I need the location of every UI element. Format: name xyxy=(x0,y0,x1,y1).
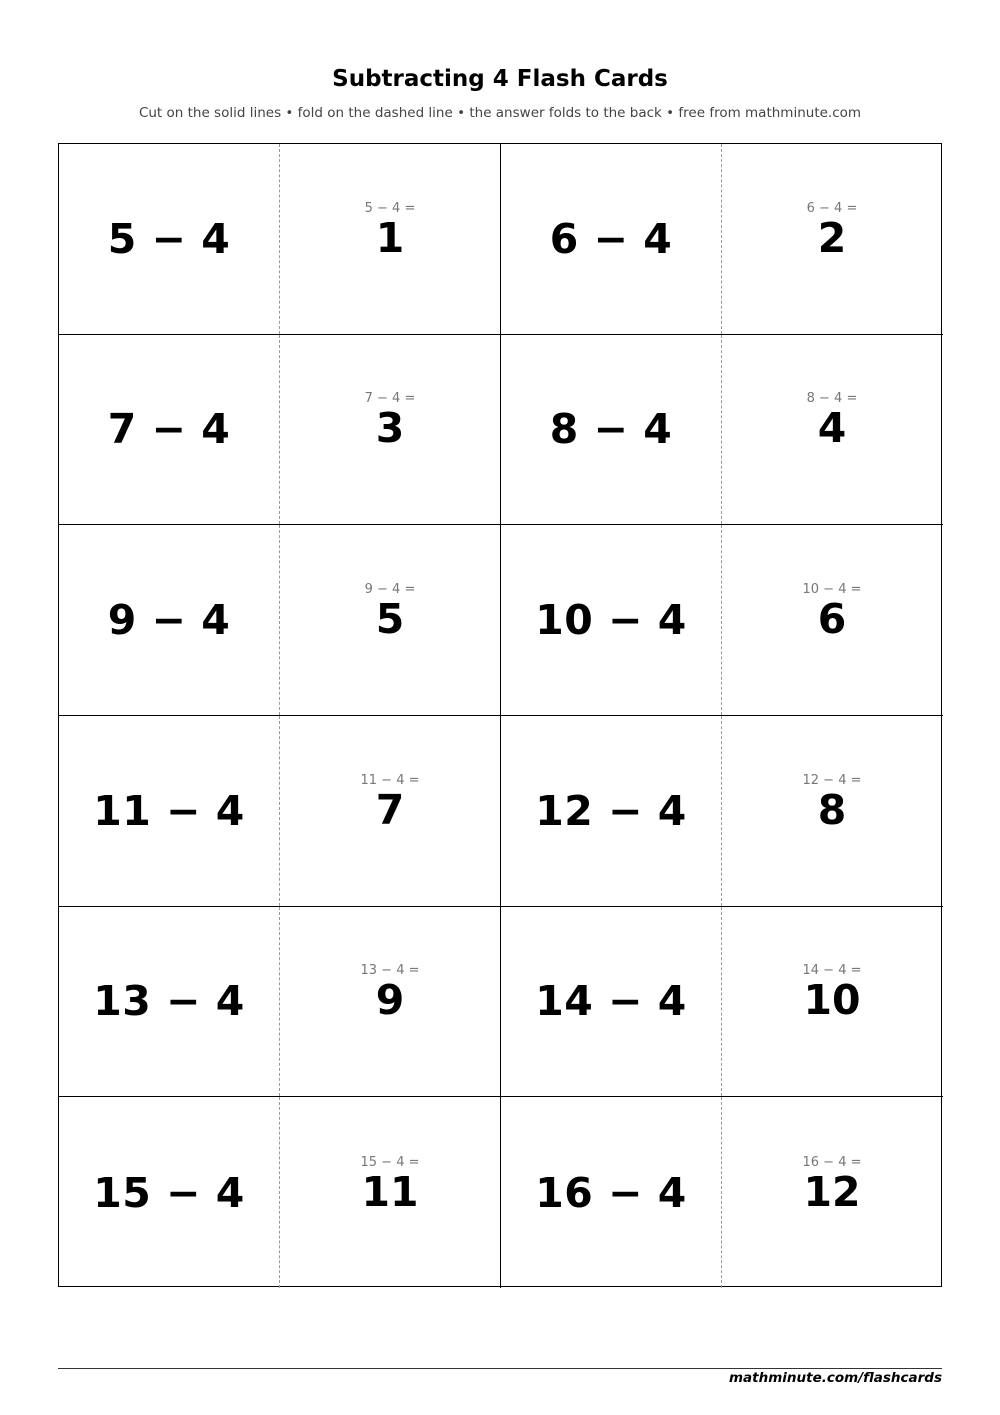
card-back-answer: 9 xyxy=(375,976,405,1025)
card-front-problem: 8 − 4 xyxy=(549,405,673,454)
card-front-problem: 15 − 4 xyxy=(93,1168,245,1217)
card-back-answer: 11 xyxy=(361,1167,419,1216)
card-front-problem: 16 − 4 xyxy=(535,1168,687,1217)
card-back-hint: 5 − 4 = xyxy=(364,200,416,216)
card-back-answer: 1 xyxy=(375,213,405,262)
card-back-answer: 2 xyxy=(817,213,847,262)
card-back-answer: 3 xyxy=(375,404,405,453)
card-back-answer: 8 xyxy=(817,785,847,834)
card-back xyxy=(722,525,942,715)
card-back-hint: 13 − 4 = xyxy=(360,963,420,979)
card-back xyxy=(280,1097,500,1288)
flash-card xyxy=(501,716,943,907)
card-back-answer: 10 xyxy=(803,976,861,1025)
page-title: Subtracting 4 Flash Cards xyxy=(332,66,668,92)
card-back xyxy=(722,335,942,525)
card-back-hint: 12 − 4 = xyxy=(802,772,862,788)
card-front-problem: 12 − 4 xyxy=(535,786,687,835)
card-front-problem: 7 − 4 xyxy=(107,405,231,454)
card-front-problem: 5 − 4 xyxy=(107,214,231,263)
card-back-answer: 12 xyxy=(803,1167,861,1216)
card-back-answer: 7 xyxy=(375,785,405,834)
flash-card xyxy=(59,144,501,335)
card-back-hint: 9 − 4 = xyxy=(364,582,416,598)
card-front-problem: 14 − 4 xyxy=(535,977,687,1026)
flash-card xyxy=(59,716,501,907)
footer-site-link: mathminute.com/flashcards xyxy=(728,1370,942,1386)
card-front-problem: 13 − 4 xyxy=(93,977,245,1026)
flash-card xyxy=(501,1097,943,1288)
card-back-answer: 5 xyxy=(375,595,405,644)
flash-card xyxy=(59,335,501,526)
card-back-hint: 14 − 4 = xyxy=(802,963,862,979)
card-back xyxy=(280,335,500,525)
card-back xyxy=(280,525,500,715)
card-back-hint: 10 − 4 = xyxy=(802,582,862,598)
flash-card xyxy=(501,907,943,1098)
card-front-problem: 10 − 4 xyxy=(535,596,687,645)
card-back-hint: 8 − 4 = xyxy=(806,391,858,407)
card-back-hint: 11 − 4 = xyxy=(360,772,420,788)
flash-card xyxy=(501,335,943,526)
card-back-hint: 16 − 4 = xyxy=(802,1154,862,1170)
flash-card xyxy=(59,525,501,716)
footer-divider xyxy=(58,1368,942,1369)
card-back xyxy=(280,144,500,334)
card-back xyxy=(280,716,500,906)
card-back xyxy=(722,907,942,1097)
card-front-problem: 6 − 4 xyxy=(549,214,673,263)
card-back xyxy=(722,144,942,334)
card-back-hint: 6 − 4 = xyxy=(806,200,858,216)
flash-card-grid xyxy=(58,143,942,1287)
card-back xyxy=(722,716,942,906)
instructions-subtitle: Cut on the solid lines • fold on the dashed line • the answer folds to the back • free from mathminute.com xyxy=(138,105,862,121)
card-back-answer: 6 xyxy=(817,595,847,644)
flash-card xyxy=(501,144,943,335)
card-back xyxy=(280,907,500,1097)
card-back xyxy=(722,1097,942,1288)
card-back-hint: 7 − 4 = xyxy=(364,391,416,407)
card-back-hint: 15 − 4 = xyxy=(360,1154,420,1170)
card-back-answer: 4 xyxy=(817,404,847,453)
card-front-problem: 11 − 4 xyxy=(93,786,245,835)
flash-card xyxy=(59,1097,501,1288)
flash-card xyxy=(59,907,501,1098)
flash-card xyxy=(501,525,943,716)
card-front-problem: 9 − 4 xyxy=(107,596,231,645)
